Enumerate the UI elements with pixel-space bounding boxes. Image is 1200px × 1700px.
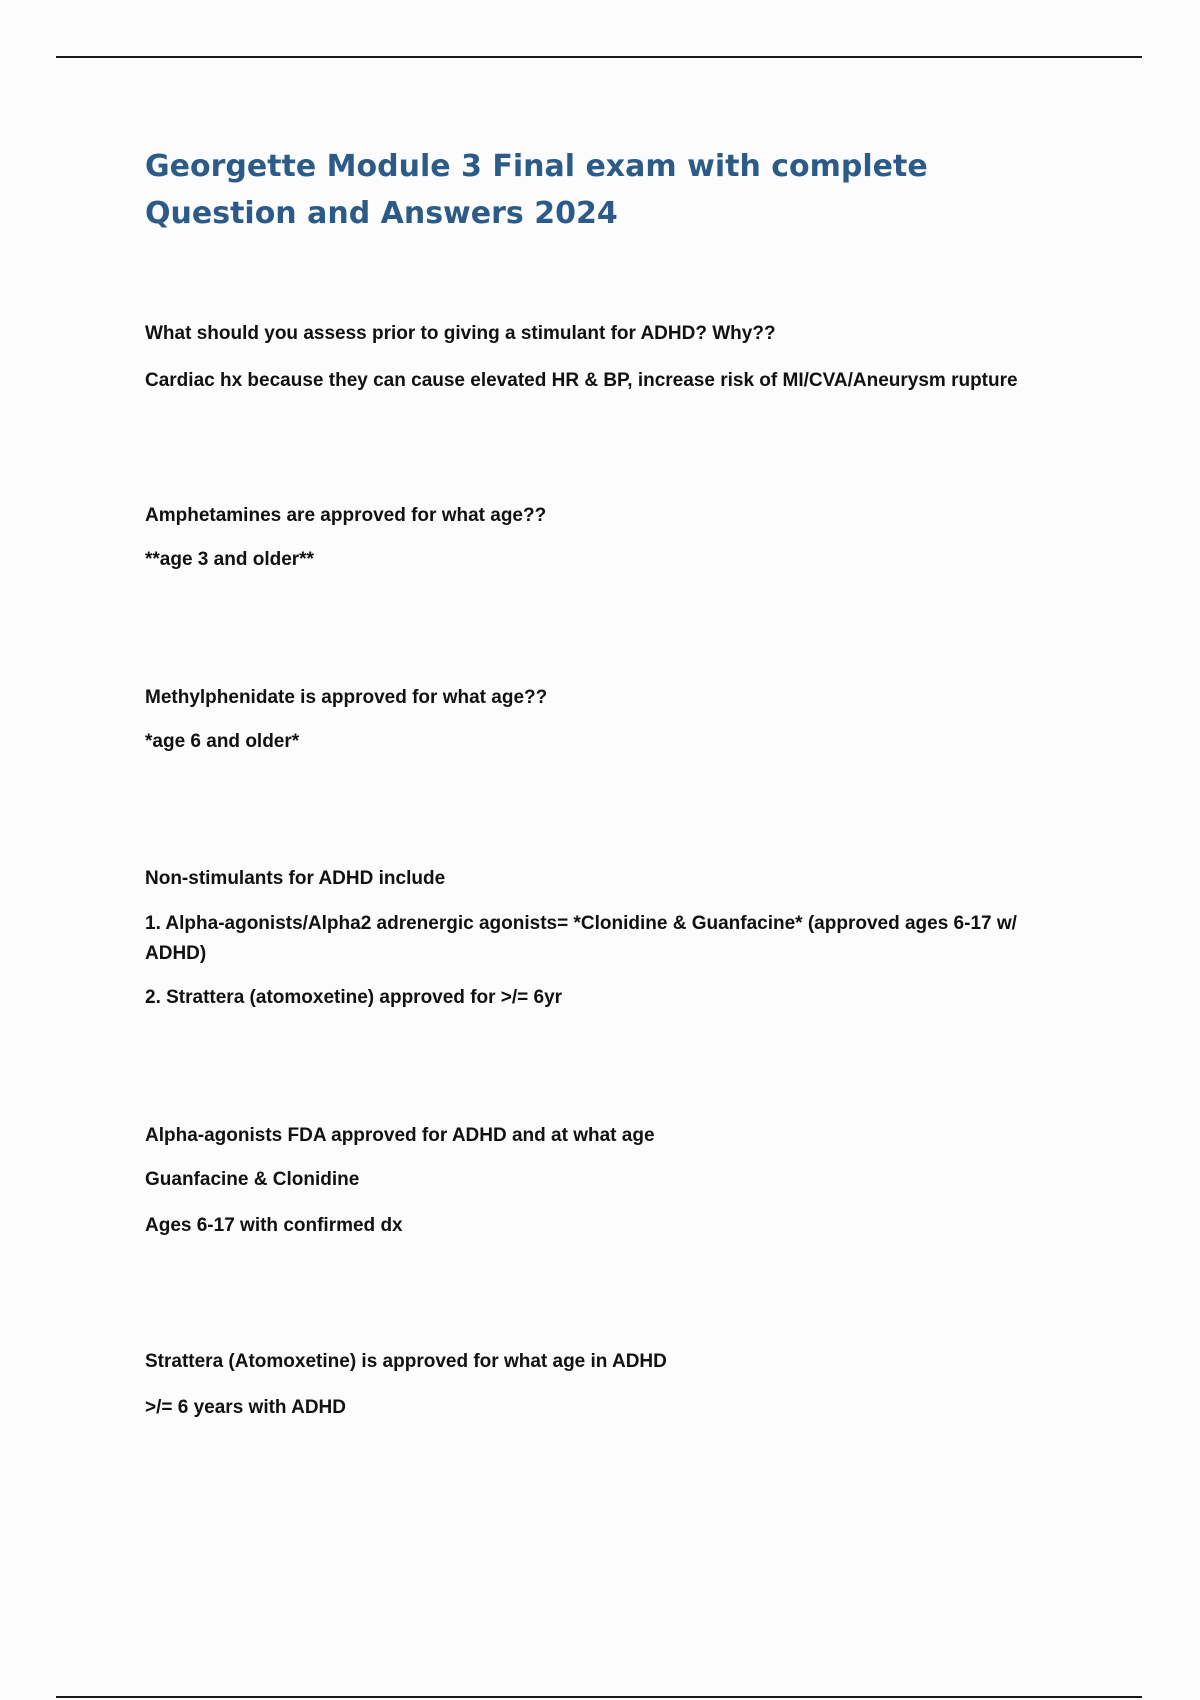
answer-6: >/= 6 years with ADHD <box>145 1397 346 1418</box>
top-rule <box>56 56 1142 58</box>
answer-5-line-2: Ages 6-17 with confirmed dx <box>145 1215 403 1236</box>
answer-3: *age 6 and older* <box>145 731 300 752</box>
question-6: Strattera (Atomoxetine) is approved for what age in ADHD <box>145 1351 667 1372</box>
question-1: What should you assess prior to giving a stimulant for ADHD? Why?? <box>145 323 776 344</box>
question-5: Alpha-agonists FDA approved for ADHD and at what age <box>145 1125 655 1146</box>
answer-4-line-2: 2. Strattera (atomoxetine) approved for >/= 6yr <box>145 987 563 1008</box>
answer-2: **age 3 and older** <box>145 549 314 570</box>
answer-4-line-1: 1. Alpha-agonists/Alpha2 adrenergic agonists= *Clonidine & Guanfacine* (approved ages 6-17 w/ ADHD) <box>145 913 1017 964</box>
question-3: Methylphenidate is approved for what age?? <box>145 687 548 708</box>
answer-5-line-1: Guanfacine & Clonidine <box>145 1169 360 1190</box>
bottom-rule <box>56 1696 1142 1698</box>
document-title: Georgette Module 3 Final exam with complete Question and Answers 2024 <box>145 149 928 231</box>
question-2: Amphetamines are approved for what age?? <box>145 505 547 526</box>
answer-1: Cardiac hx because they can cause elevated HR & BP, increase risk of MI/CVA/Aneurysm rupture <box>145 370 1018 391</box>
question-4: Non-stimulants for ADHD include <box>145 868 446 889</box>
